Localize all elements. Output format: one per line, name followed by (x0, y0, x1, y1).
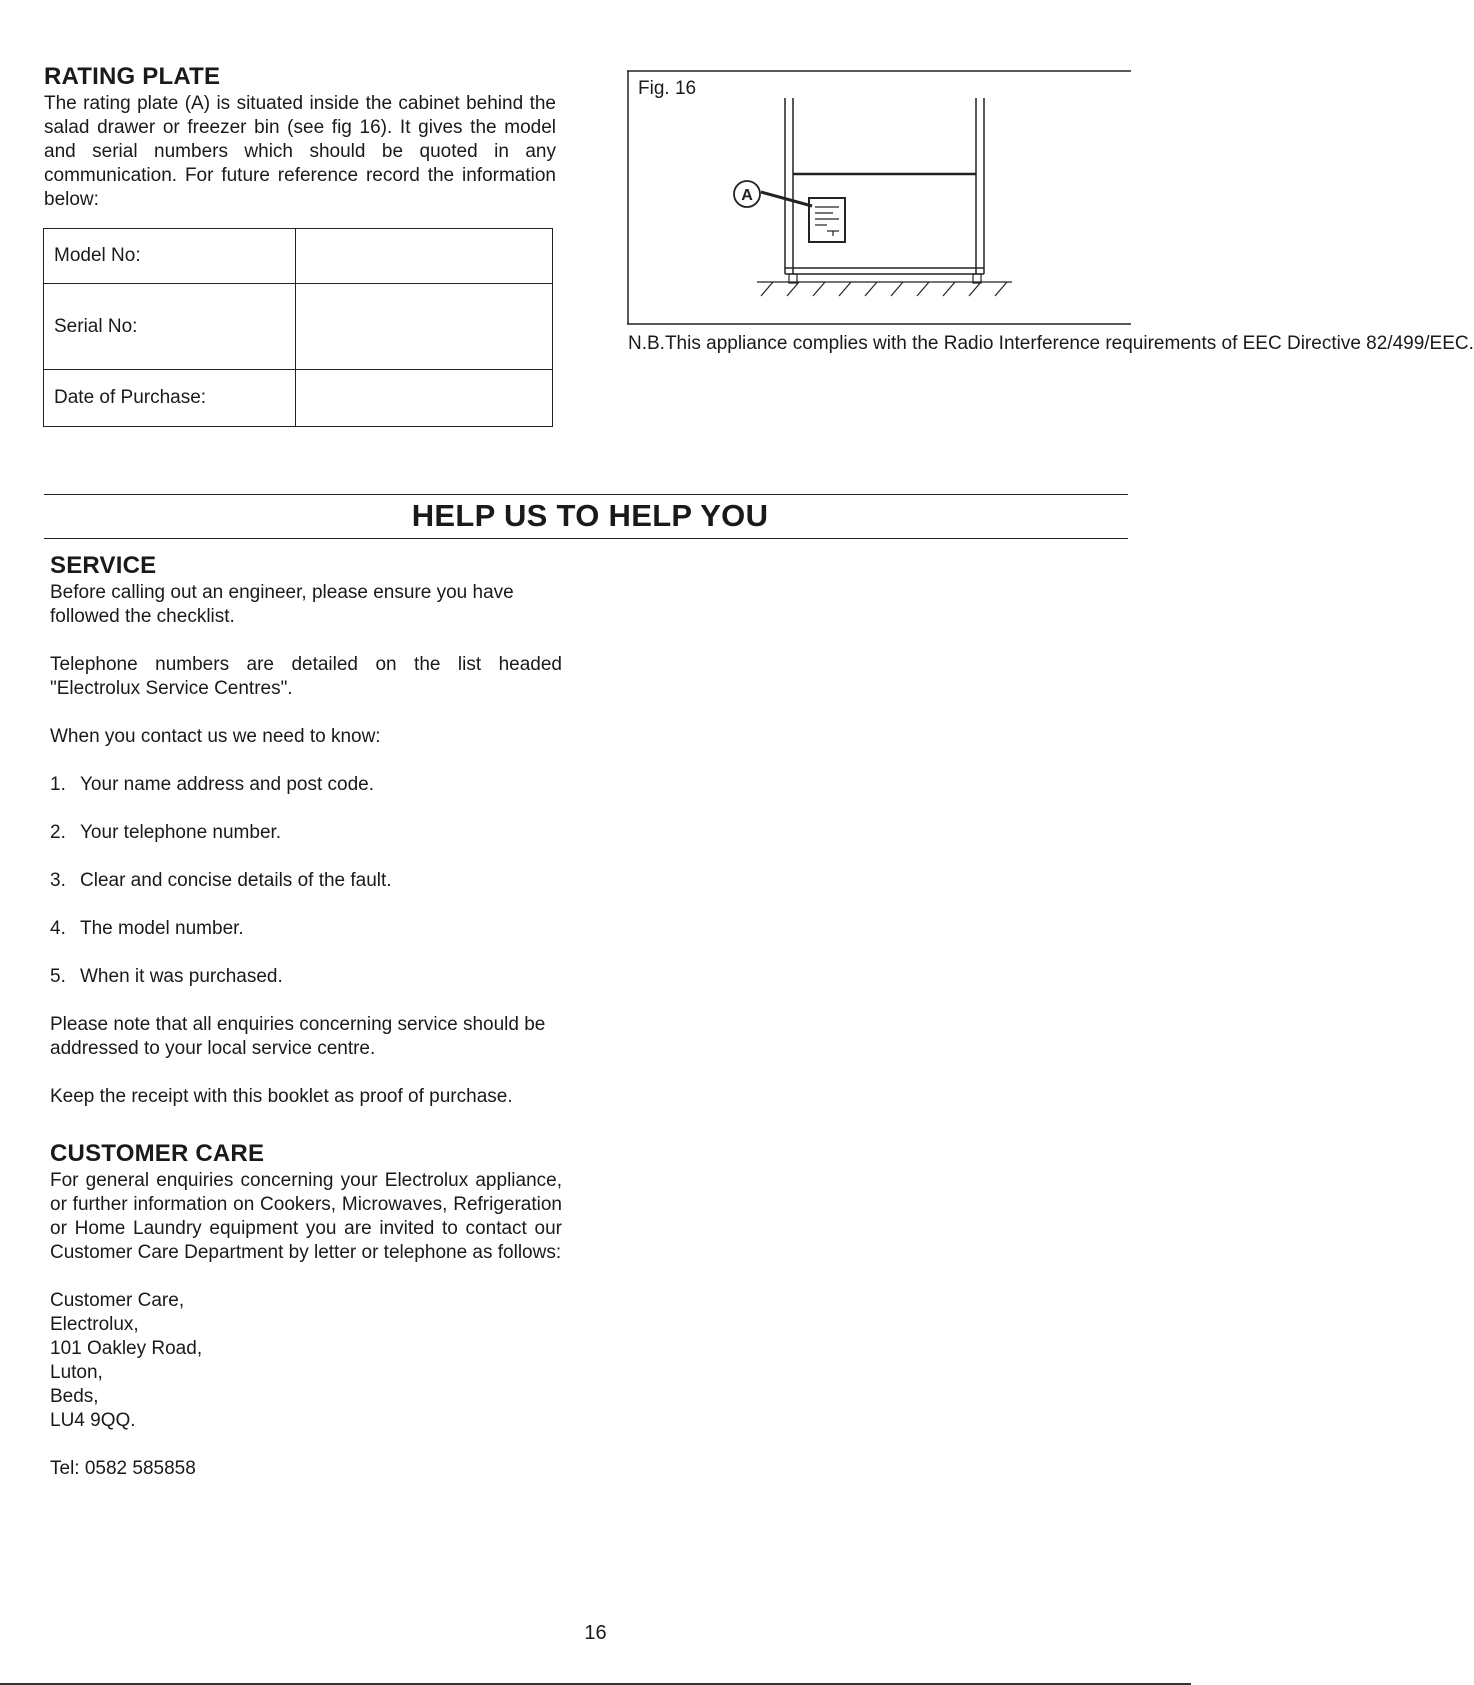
address-line: Electrolux, (50, 1314, 139, 1335)
address-line: Customer Care, (50, 1290, 185, 1311)
list-item: 2. Your telephone number. (50, 822, 282, 843)
service-intro: Before calling out an engineer, please ensure you have followed the checklist. (50, 582, 514, 627)
service-receipt: Keep the receipt with this booklet as proof of purchase. (50, 1086, 513, 1107)
figure-16-illustration (627, 70, 1131, 326)
address-line: 101 Oakley Road, (50, 1338, 203, 1359)
record-table (43, 228, 553, 427)
model-no-label: Model No: (44, 229, 296, 284)
address-line: Beds, (50, 1386, 99, 1407)
banner-rule-bottom (44, 538, 1128, 539)
customer-care-heading: CUSTOMER CARE (50, 1140, 265, 1167)
serial-no-label: Serial No: (44, 284, 296, 370)
service-phones: Telephone numbers are detailed on the list headed "Electrolux Service Centres". (50, 654, 562, 699)
list-item: 1. Your name address and post code. (50, 774, 374, 795)
service-heading: SERVICE (50, 552, 157, 579)
banner-rule-top (44, 494, 1128, 495)
customer-care-text: For general enquiries concerning your Electrolux appliance, or further information on Cookers, Microwaves, Refrigeration or Home Laundry equipment you are invited to contact our Customer Care Department by letter or telephone as follows: (50, 1170, 562, 1263)
address-line: LU4 9QQ. (50, 1410, 136, 1431)
customer-care-address (50, 1289, 562, 1433)
table-row (44, 229, 553, 284)
table-row (44, 370, 553, 427)
model-no-value (296, 229, 553, 284)
service-checklist (50, 773, 562, 989)
date-of-purchase-label: Date of Purchase: (44, 370, 296, 427)
customer-care-section (50, 1140, 562, 1481)
list-item: 3. Clear and concise details of the fault. (50, 870, 392, 891)
service-need-to-know: When you contact us we need to know: (50, 726, 381, 747)
customer-care-telephone: Tel: 0582 585858 (50, 1458, 196, 1479)
callout-a-label: A (741, 187, 753, 204)
list-item: 4. The model number. (50, 918, 244, 939)
page-number: 16 (584, 1622, 607, 1644)
serial-no-value (296, 284, 553, 370)
address-line: Luton, (50, 1362, 103, 1383)
compliance-note: N.B.This appliance complies with the Radio Interference requirements of EEC Directive 82/499/EEC. (628, 333, 1474, 354)
rating-plate-text: The rating plate (A) is situated inside the cabinet behind the salad drawer or freezer bin (see fig 16). It gives the model and serial numbers which should be quoted in any communication. For future reference record the information below: (44, 93, 556, 210)
banner-title: HELP US TO HELP YOU (411, 498, 769, 533)
date-of-purchase-value (296, 370, 553, 427)
rating-plate-section (44, 63, 556, 212)
table-row (44, 284, 553, 370)
figure-label: Fig. 16 (638, 78, 697, 99)
rating-plate-heading: RATING PLATE (44, 63, 221, 90)
list-item: 5. When it was purchased. (50, 966, 283, 987)
service-section (50, 552, 562, 1133)
service-note: Please note that all enquiries concerning service should be addressed to your local service centre. (50, 1014, 546, 1059)
